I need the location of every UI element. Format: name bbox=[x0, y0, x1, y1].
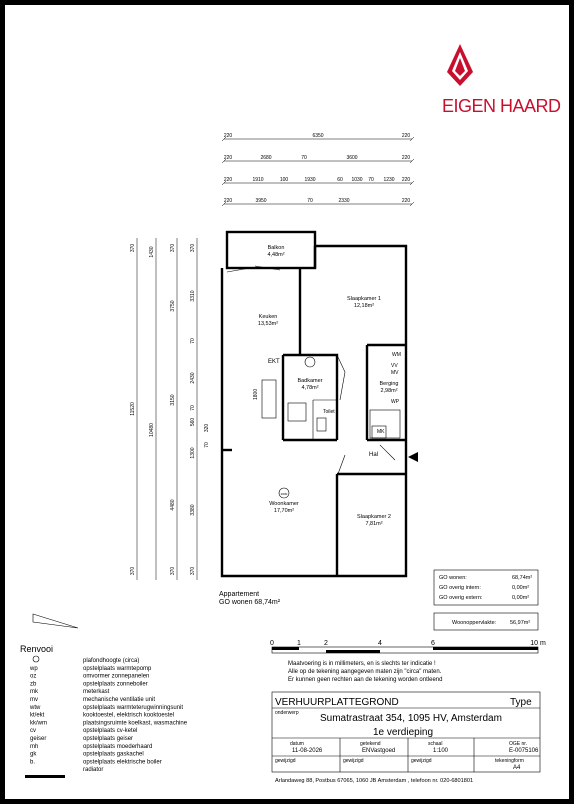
top-dim-label: 220 bbox=[223, 198, 233, 204]
room-slaapkamer1-area: 12,18m² bbox=[353, 303, 375, 309]
room-balkon-name: Balkon bbox=[267, 245, 285, 251]
north-arrow-icon bbox=[33, 614, 78, 628]
ceiling-height-label: 2600 bbox=[280, 492, 288, 496]
area-row-value: 0,00m² bbox=[512, 585, 530, 591]
mk-label: MK bbox=[377, 429, 385, 435]
area-row-label: GO overig intern: bbox=[439, 585, 481, 591]
tb-address: Sumatrastraat 354, 1095 HV, Amsterdam bbox=[320, 713, 502, 724]
room-keuken-name: Keuken bbox=[258, 314, 278, 320]
left-dim-label: 370 bbox=[130, 243, 136, 253]
tb-getekend: ENVastgoed bbox=[362, 748, 396, 754]
top-dim-label: 2330 bbox=[338, 198, 350, 204]
top-dim-label: 220 bbox=[401, 133, 411, 139]
top-dimension-ticks bbox=[222, 137, 414, 206]
top-dim-label: 1030 bbox=[351, 177, 363, 183]
tb-heading: VERHUURPLATTEGROND bbox=[275, 697, 399, 708]
legend-text: kooktoestel, elektrisch kooktoestel bbox=[83, 712, 175, 719]
legend-code: oz bbox=[30, 673, 37, 680]
room-berging-area: 2,98m² bbox=[380, 388, 398, 394]
tb-gewijzigd-3: gewijzigd bbox=[411, 758, 432, 764]
top-dim-label: 1910 bbox=[252, 177, 264, 183]
area-row-label: GO overig extern: bbox=[439, 595, 483, 601]
tb-onderwerp: onderwerp bbox=[275, 710, 299, 716]
tb-oge: E-0075106 bbox=[509, 748, 539, 754]
left-dim-label: 370 bbox=[190, 243, 196, 253]
legend-text: opstelplaats geiser bbox=[83, 736, 134, 742]
top-dim-label: 3950 bbox=[255, 198, 267, 204]
scale-tick-label: 10 m bbox=[530, 640, 546, 647]
plafond-icon bbox=[33, 656, 39, 662]
note-line: Alle op de tekening aangegeven maten zijn "circa" maten. bbox=[288, 669, 442, 675]
legend-text: meterkast bbox=[83, 689, 110, 696]
left-dim-label: 70 bbox=[190, 338, 196, 344]
room-slaapkamer2-name: Slaapkamer 2 bbox=[357, 514, 391, 520]
ekt-label: EKT bbox=[268, 359, 280, 365]
legend-code: mh bbox=[30, 743, 39, 750]
apartment-title: Appartement bbox=[219, 591, 260, 598]
legend-code: b. bbox=[30, 759, 36, 766]
left-dim-label: 3150 bbox=[170, 394, 176, 406]
left-dim-label: 1430 bbox=[149, 246, 155, 258]
legend-text: opstelplaats warmteterugwinningsunit bbox=[83, 704, 184, 711]
scale-tick-label: 4 bbox=[378, 640, 382, 647]
left-dim-label: 10480 bbox=[149, 423, 155, 437]
legend-text: opstelplaats zonneboiler bbox=[83, 681, 148, 688]
mv-label: MV bbox=[391, 370, 399, 376]
tb-tekeningform-label: tekeningform bbox=[495, 758, 524, 764]
scale-tick-label: 2 bbox=[324, 640, 328, 647]
top-dim-label: 1230 bbox=[383, 177, 395, 183]
left-dim-label: 70 bbox=[190, 405, 196, 411]
room-woonkamer-area: 17,70m² bbox=[273, 508, 295, 514]
tb-getekend-label: getekend bbox=[360, 741, 381, 747]
toilet-label: Toilet bbox=[323, 409, 335, 415]
legend-code: cv bbox=[30, 728, 36, 735]
area-row-value: 68,74m² bbox=[512, 575, 533, 581]
tb-schaal: 1:100 bbox=[433, 748, 449, 754]
entrance-arrow-icon bbox=[408, 452, 418, 462]
legend-code: mv bbox=[30, 697, 38, 703]
room-balkon-area: 4,48m² bbox=[267, 252, 285, 258]
left-dim-label: 370 bbox=[130, 566, 136, 576]
tb-tekeningform: A4 bbox=[513, 765, 521, 771]
legend-text: opstelplaats warmtepomp bbox=[83, 665, 152, 672]
top-dimensions bbox=[224, 139, 412, 204]
legend-text: mechanische ventilatie unit bbox=[83, 697, 156, 703]
total-label: Woonoppervlakte: bbox=[452, 620, 497, 626]
tb-gewijzigd-1: gewijzigd bbox=[275, 758, 296, 764]
left-dim-label: 4480 bbox=[170, 499, 176, 511]
left-dim-label: 3310 bbox=[190, 290, 196, 302]
scale-tick-label: 0 bbox=[270, 640, 274, 647]
top-dim-label: 70 bbox=[307, 198, 313, 204]
wm-label: WM bbox=[392, 352, 401, 358]
legend-code: geiser bbox=[30, 736, 47, 742]
wp-label: WP bbox=[391, 399, 400, 405]
tb-type: Type bbox=[510, 697, 532, 708]
legend-text: opstelplaats cv-ketel bbox=[83, 728, 138, 735]
tb-footer: Arlandaweg 88, Postbus 67065, 1060 JB Amsterdam , telefoon nr. 020-6801801 bbox=[275, 778, 474, 784]
radiator-icon bbox=[25, 775, 65, 778]
room-keuken-area: 13,53m² bbox=[257, 321, 279, 327]
top-dim-label: 220 bbox=[401, 177, 411, 183]
top-dim-label: 70 bbox=[301, 155, 307, 161]
legend-code: gk bbox=[30, 751, 37, 758]
top-dim-label: 1930 bbox=[304, 177, 316, 183]
room-badkamer-area: 4,78m² bbox=[301, 385, 319, 391]
scale-tick-label: 6 bbox=[431, 640, 435, 647]
legend-text: plafondhoogte (circa) bbox=[83, 658, 140, 664]
vv-label: VV bbox=[391, 363, 398, 369]
legend-text: opstelplaats gaskachel bbox=[83, 751, 144, 758]
legend-text: plaatsingsruimte koelkast, wasmachine bbox=[83, 720, 188, 727]
tb-floor: 1e verdieping bbox=[373, 727, 434, 738]
legend-code: mk bbox=[30, 689, 38, 696]
scale-bar bbox=[272, 647, 538, 653]
total-value: 56,97m² bbox=[510, 620, 531, 626]
tb-oge-label: OGE nr. bbox=[509, 741, 528, 747]
room-woonkamer-name: Woonkamer bbox=[269, 501, 299, 507]
legend-code: kk/wm bbox=[30, 720, 47, 727]
legend-text: opstelplaats elektrische boiler bbox=[83, 759, 162, 766]
top-dim-label: 220 bbox=[401, 155, 411, 161]
hal-label: Hal bbox=[369, 452, 379, 458]
top-dim-label: 220 bbox=[401, 198, 411, 204]
top-dim-label: 100 bbox=[279, 177, 289, 183]
top-dim-label: 3600 bbox=[346, 155, 358, 161]
tb-schaal-label: schaal bbox=[428, 741, 443, 747]
note-line: Er kunnen geen rechten aan de tekening worden ontleend bbox=[288, 677, 443, 683]
top-dim-label: 60 bbox=[337, 177, 343, 183]
brand-name: EIGEN HAARD bbox=[442, 96, 561, 116]
legend-text: opstelplaats moederhaard bbox=[83, 743, 153, 750]
top-dim-label: 220 bbox=[223, 177, 233, 183]
legend-code: zb bbox=[30, 681, 37, 688]
left-dim-label: 370 bbox=[190, 566, 196, 576]
left-dim-label: 1300 bbox=[190, 447, 196, 459]
left-dimensions bbox=[137, 238, 197, 580]
left-dim-label: 2430 bbox=[190, 372, 196, 384]
left-dim-label: 320 bbox=[204, 423, 210, 433]
room-berging-name: Berging bbox=[379, 381, 399, 387]
left-dim-label: 560 bbox=[190, 417, 196, 427]
top-dim-label: 220 bbox=[223, 155, 233, 161]
apartment-go: GO wonen 68,74m² bbox=[219, 599, 281, 606]
room-slaapkamer2-area: 7,81m² bbox=[365, 521, 383, 527]
legend-text: omvormer zonnepanelen bbox=[83, 673, 150, 680]
legend-code: wp bbox=[30, 665, 38, 672]
left-dim-label: 11520 bbox=[130, 402, 136, 416]
left-dim-label: 70 bbox=[204, 442, 210, 448]
tb-gewijzigd-2: gewijzigd bbox=[343, 758, 364, 764]
eigen-haard-logo-icon bbox=[447, 44, 473, 86]
note-line: Maatvoering is in millimeters, en is slechts ter indicatie ! bbox=[288, 661, 436, 667]
legend-code: wtw bbox=[30, 704, 41, 711]
legend-title: Renvooi bbox=[20, 644, 54, 654]
legend-text: radiator bbox=[83, 767, 104, 774]
inner-dimension: 1800 bbox=[253, 388, 259, 400]
room-badkamer-name: Badkamer bbox=[297, 378, 323, 384]
left-dim-label: 370 bbox=[170, 243, 176, 253]
legend-code: kt/ekt bbox=[30, 712, 45, 719]
left-dim-label: 3380 bbox=[190, 504, 196, 516]
top-dim-label: 220 bbox=[223, 133, 233, 139]
top-dim-label: 6350 bbox=[312, 133, 324, 139]
room-slaapkamer1-name: Slaapkamer 1 bbox=[347, 296, 381, 302]
top-dim-label: 70 bbox=[368, 177, 374, 183]
area-row-label: GO wonen: bbox=[439, 575, 467, 581]
left-dim-label: 370 bbox=[170, 566, 176, 576]
top-dim-label: 2680 bbox=[260, 155, 272, 161]
tb-datum: 11-08-2026 bbox=[292, 748, 323, 754]
tb-datum-label: datum bbox=[290, 741, 304, 747]
area-row-value: 0,00m² bbox=[512, 595, 530, 601]
left-dim-label: 3750 bbox=[170, 300, 176, 312]
scale-tick-label: 1 bbox=[297, 640, 301, 647]
